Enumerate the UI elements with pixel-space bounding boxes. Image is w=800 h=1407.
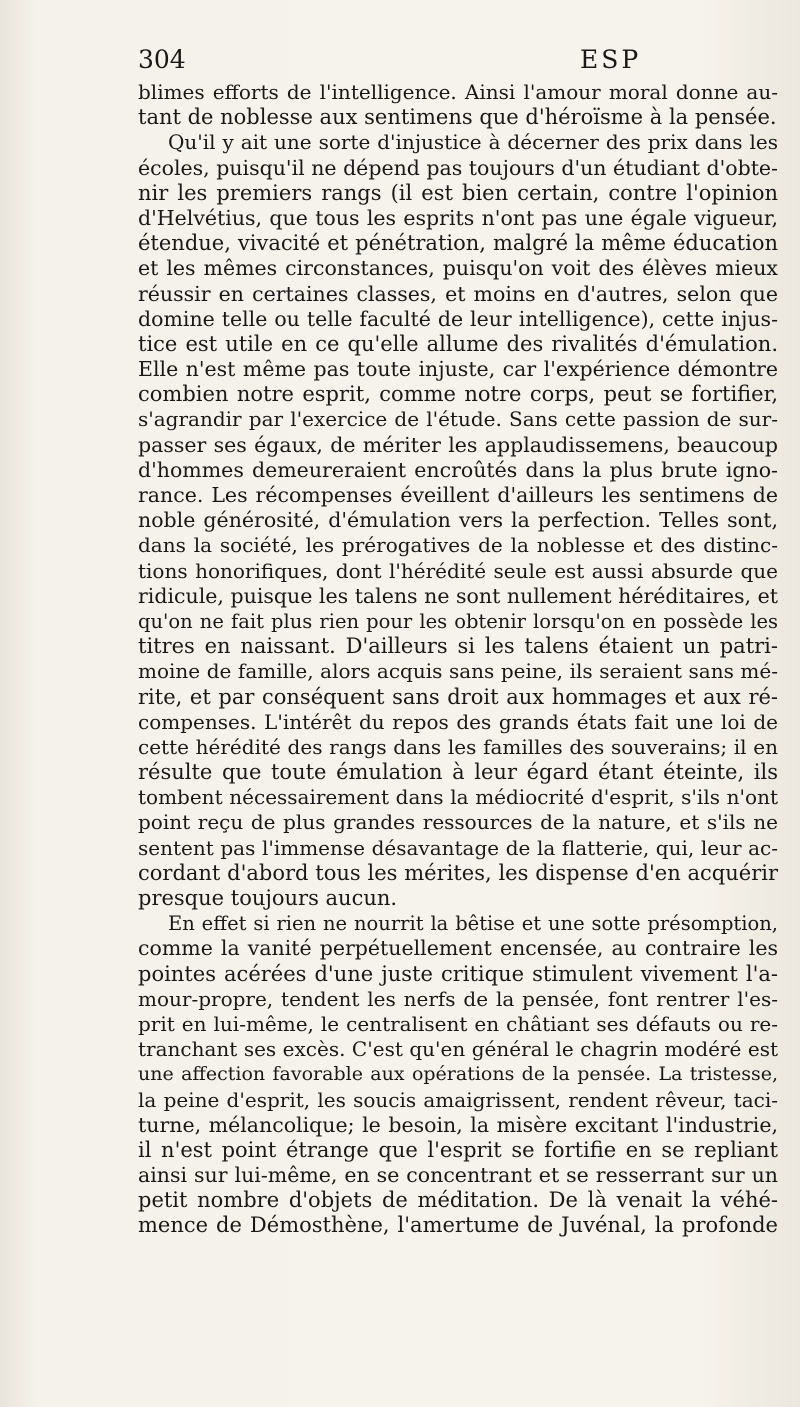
page-number: 304: [138, 45, 186, 74]
text-line: rite, et par conséquent sans droit aux hommages et aux ré-: [138, 684, 778, 709]
text-line: s'agrandir par l'exercice de l'étude. Sans cette passion de sur-: [138, 407, 778, 432]
text-line: presque toujours aucun.: [138, 886, 398, 910]
text-line: sentent pas l'immense désavantage de la flatterie, qui, leur ac-: [138, 835, 778, 860]
paragraph: [138, 80, 778, 130]
text-line: prit en lui-même, le centralisent en châtiant ses défauts ou re-: [138, 1011, 778, 1036]
text-line: titres en naissant. D'ailleurs si les talens étaient un patri-: [138, 634, 778, 659]
text-line: tombent nécessairement dans la médiocrité d'esprit, s'ils n'ont: [138, 785, 778, 810]
body-text: [138, 80, 778, 1239]
text-line: il n'est point étrange que l'esprit se fortifie en se repliant: [138, 1137, 778, 1162]
text-line: d'Helvétius, que tous les esprits n'ont pas une égale vigueur,: [138, 205, 778, 230]
text-line: comme la vanité perpétuellement encensée, au contraire les: [138, 936, 778, 961]
paragraph: [138, 130, 778, 911]
text-line: blimes efforts de l'intelligence. Ainsi l'amour moral donne au-: [138, 80, 778, 104]
page-header: [138, 42, 788, 78]
text-line: petit nombre d'objets de méditation. De là venait la véhé-: [138, 1188, 778, 1213]
text-line: une affection favorable aux opérations de la pensée. La tristesse,: [138, 1063, 778, 1086]
text-line: cordant d'abord tous les mérites, les dispense d'en acquérir: [138, 860, 778, 885]
paragraph: [138, 911, 778, 1238]
text-line: mence de Démosthène, l'amertume de Juvénal, la profonde: [138, 1213, 778, 1238]
running-head: ESP: [580, 45, 642, 74]
text-line: et les mêmes circonstances, puisqu'on voit des élèves mieux: [138, 256, 778, 281]
text-line: ainsi sur lui-même, en se concentrant et se resserrant sur un: [138, 1163, 778, 1188]
text-line: réussir en certaines classes, et moins en d'autres, selon que: [138, 281, 778, 306]
text-line: tranchant ses excès. C'est qu'en général le chagrin modéré est: [138, 1037, 778, 1062]
text-line: Qu'il y ait une sorte d'injustice à décerner des prix dans les: [168, 130, 778, 155]
text-line: compenses. L'intérêt du repos des grands états fait une loi de: [138, 709, 778, 734]
text-line: En effet si rien ne nourrit la bêtise et une sotte présomption,: [168, 912, 778, 936]
text-line: mour-propre, tendent les nerfs de la pensée, font rentrer l'es-: [138, 986, 778, 1011]
text-line: moine de famille, alors acquis sans peine, ils seraient sans mé-: [138, 659, 778, 684]
text-line: cette hérédité des rangs dans les familles des souverains; il en: [138, 734, 778, 759]
text-line: nir les premiers rangs (il est bien certain, contre l'opinion: [138, 180, 778, 205]
text-line: résulte que toute émulation à leur égard étant éteinte, ils: [138, 760, 778, 785]
text-line: noble générosité, d'émulation vers la perfection. Telles sont,: [138, 508, 778, 533]
text-line: la peine d'esprit, les soucis amaigrissent, rendent rêveur, taci-: [138, 1087, 778, 1112]
text-line: ridicule, puisque les talens ne sont nullement héréditaires, et: [138, 583, 778, 608]
text-line: tions honorifiques, dont l'hérédité seule est aussi absurde que: [138, 558, 778, 583]
text-line: écoles, puisqu'il ne dépend pas toujours d'un étudiant d'obte-: [138, 155, 778, 180]
text-line: combien notre esprit, comme notre corps, peut se fortifier,: [138, 382, 778, 407]
text-line: pointes acérées d'une juste critique stimulent vivement l'a-: [138, 961, 778, 986]
text-line: d'hommes demeureraient encroûtés dans la plus brute igno-: [138, 457, 778, 482]
text-line: tant de noblesse aux sentimens que d'héroïsme à la pensée.: [138, 105, 777, 130]
text-line: rance. Les récompenses éveillent d'ailleurs les sentimens de: [138, 483, 778, 507]
text-line: point reçu de plus grandes ressources de la nature, et s'ils ne: [138, 810, 778, 835]
text-line: étendue, vivacité et pénétration, malgré la même éducation: [138, 231, 778, 256]
text-line: tice est utile en ce qu'elle allume des rivalités d'émulation.: [138, 331, 778, 356]
text-line: Elle n'est même pas toute injuste, car l'expérience démontre: [138, 357, 778, 382]
text-line: qu'on ne fait plus rien pour les obtenir lorsqu'on en possède les: [138, 609, 778, 633]
text-line: dans la société, les prérogatives de la noblesse et des distinc-: [138, 533, 778, 558]
text-line: passer ses égaux, de mériter les applaudissemens, beaucoup: [138, 432, 778, 457]
text-line: domine telle ou telle faculté de leur intelligence), cette injus-: [138, 306, 778, 331]
text-line: turne, mélancolique; le besoin, la misère excitant l'industrie,: [138, 1112, 778, 1137]
